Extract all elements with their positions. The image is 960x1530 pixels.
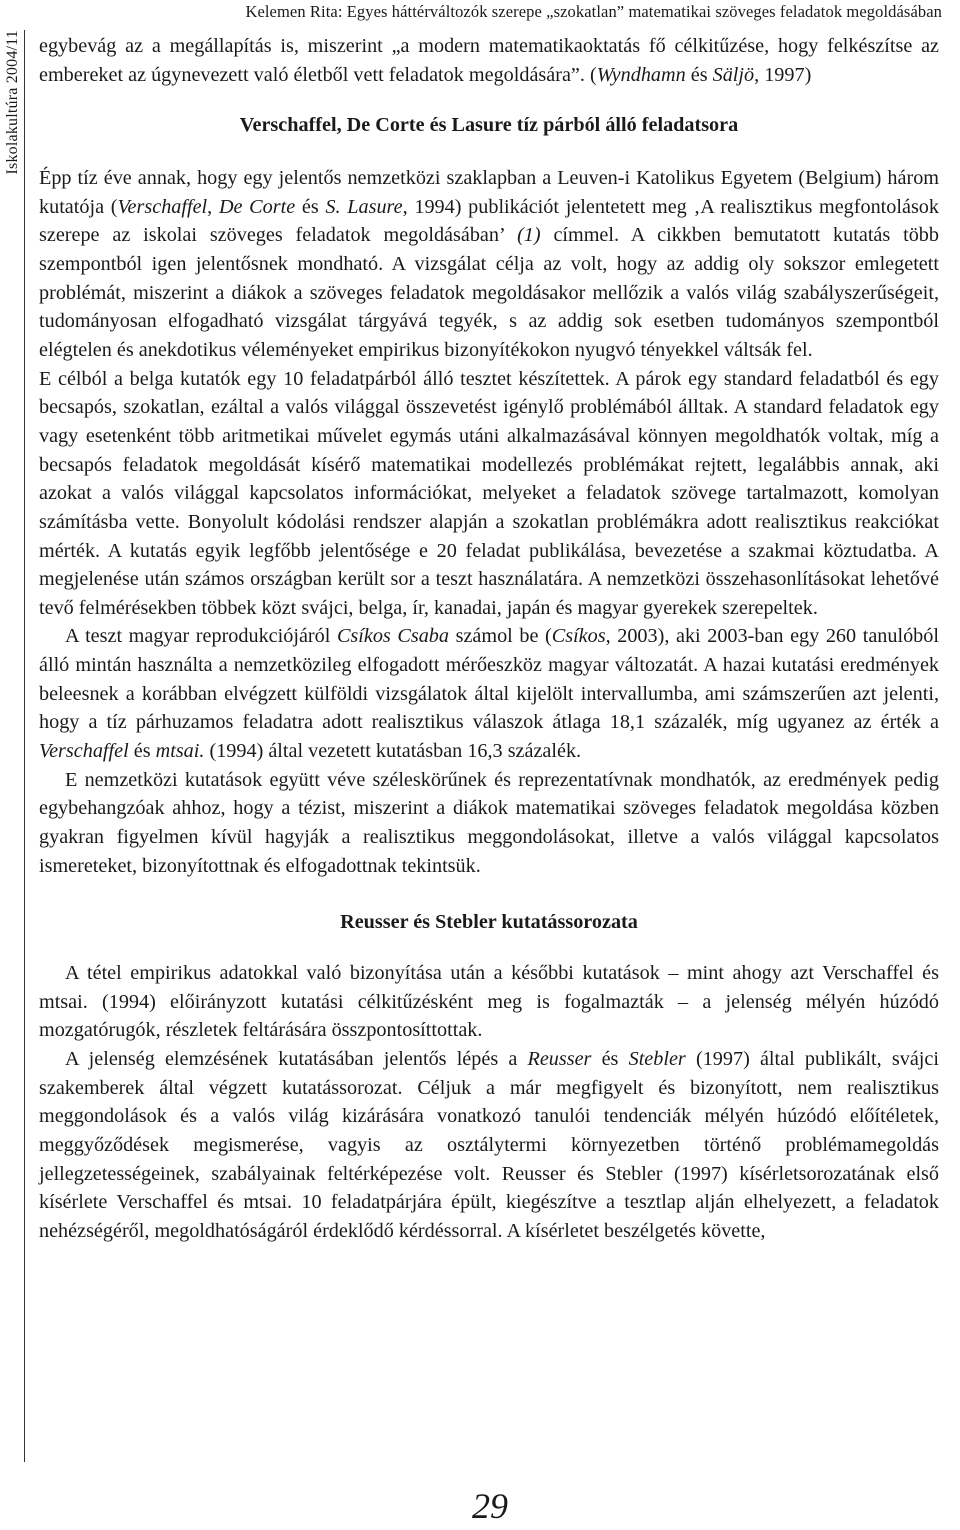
paragraph: Épp tíz éve annak, hogy egy jelentős nemzetközi szaklapban a Leuven-i Katolikus Egyetem (Belgium) három kutatója (Verschaffel, De Corte és S. Lasure, 1994) publikációt jelentetett meg ‚A realisztikus megfontolások szerepe az iskolai szöveges feladatok megoldásában’ (1) címmel. A cikkben bemutatott kutatás több szempontból igen jelentősnek mondható. A vizsgálat célja az volt, hogy az addig oly sokszor emlegetett problémát, miszerint a diákok a szöveges feladatok megoldásakor mellőzik a valós világ szabályszerűségeit, tudományosan elfogadható vizsgálat tárgyává tegyék, s az addig sok esetben tudományos szempontból elégtelen és anekdotikus véleményeket empirikus bizonyítékokon nyugvó tényekkel váltsák fel. xyxy=(39,166,939,361)
section-heading-reusser: Reusser és Stebler kutatássorozata xyxy=(340,911,638,934)
article-body xyxy=(39,32,939,1246)
paragraph: A jelenség elemzésének kutatásában jelentős lépés a Reusser és Stebler (1997) által publikált, svájci szakemberek által végzett kutatássorozat. Céljuk a már megfigyelt és bizonyított, nem realisztikus meggondolások és a valós világ kizárására vonatkozó tanulói tendenciák mélyén húzódó előítéletek, meggyőződések megismerése, vagyis az osztálytermi környezetben történő problémamegoldás jellegzetességeinek, szabályainak feltérképezése volt. Reusser és Stebler (1997) kísérletsorozatának első kísérlete Verschaffel és mtsai. 10 feladatpárjára épült, kiegészítve a tesztlap alján elhelyezett, a feladatok nehézségéről, megoldhatóságáról érdeklődő kérdéssorral. A kísérletet beszélgetés követte, xyxy=(39,1048,939,1242)
journal-issue-label: Iskolakultúra 2004/11 xyxy=(4,30,21,175)
paragraph: E célból a belga kutatók egy 10 feladatpárból álló tesztet készítettek. A párok egy standard feladatból és egy becsapós, szokatlan, ezáltal a valós világgal összevetést igénylő problémából álltak. A standard feladatok egy vagy esetenként több aritmetikai művelet egymás utáni alkalmazásával könnyen megoldhatók voltak, míg a becsapós feladatok megoldását kísérő matematikai modellezés problémákat rejtett, legalábbis annak, aki azokat a valós világgal kapcsolatos információkat, melyeket a feladatok szövege tartalmazott, komolyan számításba vette. Bonyolult kódolási rendszer alapján a szokatlan problémákra adott realisztikus reakciókat mérték. A kutatás egyik legfőbb jelentősége e 20 feladat publikálása, bevezetése a szakmai köztudatba. A megjelenése után számos országban került sor a teszt használatára. A nemzetközi összehasonlításokat lehetővé tevő felmérésekben többek közt svájci, belga, ír, kanadai, japán és magyar gyerekek szerepeltek. xyxy=(39,367,939,619)
margin-rule xyxy=(24,30,25,1462)
paragraph-continued: egybevág az a megállapítás is, miszerint „a modern matematikaoktatás fő célkitűzése, hogy felkészítse az embereket az úgynevezett való életből vett feladatok megoldására”. (Wyndhamn és Säljö, 1997) xyxy=(39,35,939,86)
running-title: Kelemen Rita: Egyes háttérváltozók szerepe „szokatlan” matematikai szöveges feladatok megoldásában xyxy=(245,2,942,21)
paragraph: A tétel empirikus adatokkal való bizonyítása után a későbbi kutatások – mint ahogy azt Verschaffel és mtsai. (1994) előirányzott kutatási célkitűzésként meg is fogalmazták – a jelenség mélyén húzódó mozgatórugók, részletek feltárására összpontosíttottak. xyxy=(39,962,939,1042)
paragraph: A teszt magyar reprodukciójáról Csíkos Csaba számol be (Csíkos, 2003), aki 2003-ban egy 260 tanulóból álló mintán használta a nemzetközileg elfogadott mérőeszköz magyar változatát. A hazai kutatási eredmények beleesnek a korábban elvégzett külföldi vizsgálatok által kijelölt intervallumba, ami számszerűen azt jelenti, hogy a tíz párhuzamos feladatra adott realisztikus válaszok átlaga 18,1 százalék, míg ugyanez az érték a Verschaffel és mtsai. (1994) által vezetett kutatásban 16,3 százalék. xyxy=(39,625,939,763)
page-number: 29 xyxy=(472,1486,508,1526)
section-heading-verschaffel: Verschaffel, De Corte és Lasure tíz párból álló feladatsora xyxy=(239,114,739,137)
paragraph: E nemzetközi kutatások együtt véve széleskörűnek és reprezentatívnak mondhatók, az eredmények pedig egybehangzóak ahhoz, hogy a tézist, miszerint a diákok matematikai szöveges feladatok megoldása közben gyakran figyelmen kívül hagyják a realisztikus meggondolásokat, illetve a valós világgal kapcsolatos ismereteket, bizonyítottnak és elfogadottnak tekintsük. xyxy=(39,768,939,877)
